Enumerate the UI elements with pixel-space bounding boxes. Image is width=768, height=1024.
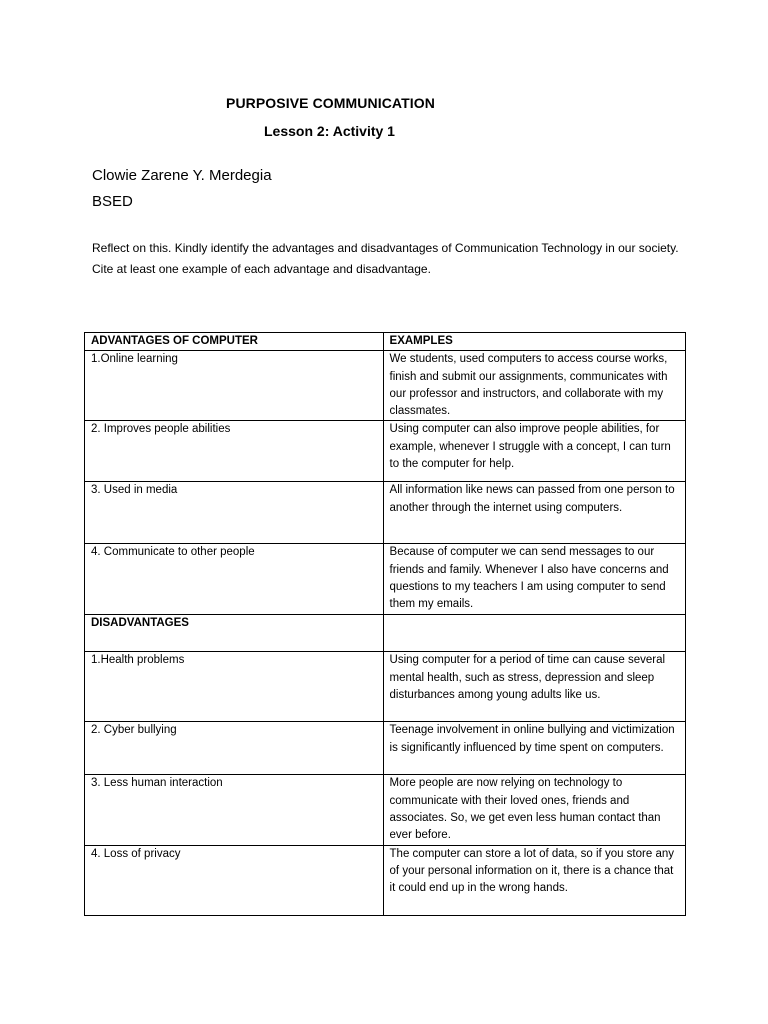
- disadvantage-item: 2. Cyber bullying: [85, 722, 384, 775]
- table-row: [85, 421, 686, 482]
- advantage-example: Because of computer we can send messages to our friends and family. Whenever I also have concerns and questions to my teachers I am using computer to send them my emails.: [383, 544, 685, 615]
- disadvantages-header-row: [85, 615, 686, 652]
- disadvantage-item: 1.Health problems: [85, 652, 384, 722]
- advantage-item: 4. Communicate to other people: [85, 544, 384, 615]
- advantage-item: 1.Online learning: [85, 351, 384, 421]
- disadvantage-example: More people are now relying on technology to communicate with their loved ones, friends and associates. So, we get even less human contact than ever before.: [383, 775, 685, 845]
- disadvantage-item: 4. Loss of privacy: [85, 845, 384, 915]
- advantages-column-header: ADVANTAGES OF COMPUTER: [85, 333, 384, 351]
- table-row: [85, 652, 686, 722]
- student-name: Clowie Zarene Y. Merdegia: [92, 167, 272, 184]
- advantage-item: 2. Improves people abilities: [85, 421, 384, 482]
- disadvantage-example: Using computer for a period of time can cause several mental health, such as stress, depression and sleep disturbances among young adults like us.: [383, 652, 685, 722]
- table-row: [85, 775, 686, 845]
- table-row: [85, 482, 686, 544]
- empty-cell: [383, 615, 685, 652]
- instructions-paragraph: Reflect on this. Kindly identify the advantages and disadvantages of Communication Technology in our society. Cite at least one example of each advantage and disadvantage.: [92, 241, 679, 276]
- advantage-item: 3. Used in media: [85, 482, 384, 544]
- table-row: [85, 722, 686, 775]
- advantage-example: All information like news can passed from one person to another through the internet using computers.: [383, 482, 685, 544]
- advantages-disadvantages-table: [84, 332, 686, 916]
- examples-column-header: EXAMPLES: [383, 333, 685, 351]
- table-row: [85, 845, 686, 915]
- student-course: BSED: [92, 193, 133, 210]
- disadvantage-example: Teenage involvement in online bullying and victimization is significantly influenced by time spent on computers.: [383, 722, 685, 775]
- table-row: [85, 544, 686, 615]
- disadvantage-example: The computer can store a lot of data, so if you store any of your personal information on it, there is a chance that it could end up in the wrong hands.: [383, 845, 685, 915]
- document-title: PURPOSIVE COMMUNICATION: [226, 95, 435, 111]
- table-row: [85, 351, 686, 421]
- table-header-row: [85, 333, 686, 351]
- lesson-subtitle: Lesson 2: Activity 1: [264, 123, 395, 139]
- advantage-example: Using computer can also improve people abilities, for example, whenever I struggle with a concept, I can turn to the computer for help.: [383, 421, 685, 482]
- advantage-example: We students, used computers to access course works, finish and submit our assignments, communicates with our professor and instructors, and collaborate with my classmates.: [383, 351, 685, 421]
- disadvantage-item: 3. Less human interaction: [85, 775, 384, 845]
- disadvantages-header: DISADVANTAGES: [85, 615, 384, 652]
